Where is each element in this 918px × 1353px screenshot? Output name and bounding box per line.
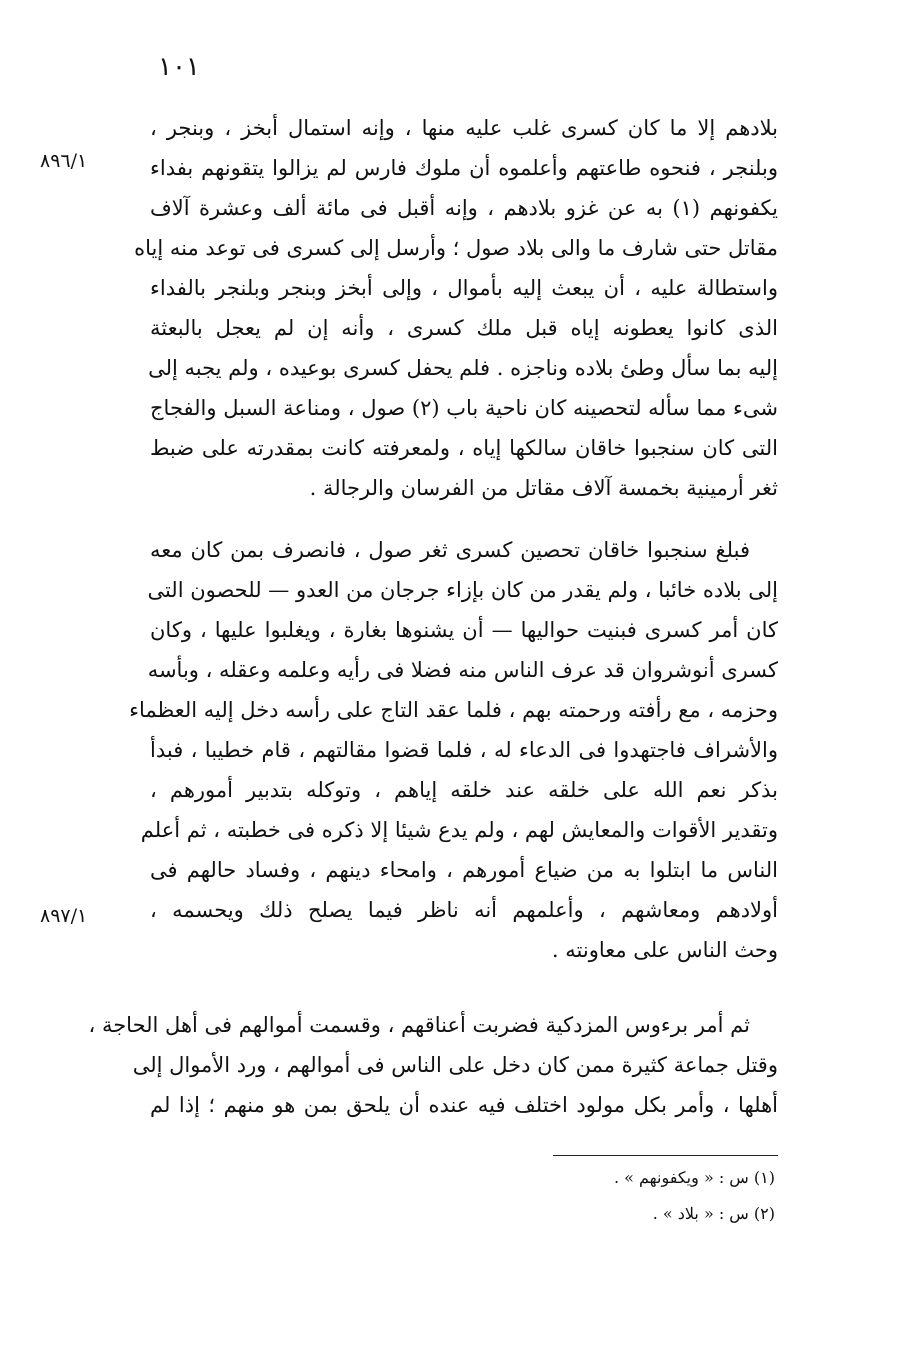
text-line: والأشراف فاجتهدوا فى الدعاء له ، فلما قضوا مقالتهم ، قام خطيبا ، فبدأ [150, 738, 778, 762]
footnote-divider [553, 1155, 778, 1156]
text-line: وحزمه ، مع رأفته ورحمته بهم ، فلما عقد التاج على رأسه دخل إليه العظماء [129, 698, 778, 722]
text-line: يكفونهم (١) به عن غزو بلادهم ، وإنه أقبل فى مائة ألف وعشرة آلاف [150, 196, 778, 220]
text-line: بلادهم إلا ما كان كسرى غلب عليه منها ، وإنه استمال أبخز ، وبنجر ، [150, 116, 778, 140]
text-line: فبلغ سنجبوا خاقان تحصين كسرى ثغر صول ، فانصرف بمن كان معه [150, 538, 750, 562]
text-line: ثغر أرمينية بخمسة آلاف مقاتل من الفرسان والرجالة . [309, 476, 778, 500]
text-line: أهلها ، وأمر بكل مولود اختلف فيه عنده أن يلحق بمن هو منهم ؛ إذا لم [150, 1093, 778, 1117]
margin-reference: ٨٩٦/١ [40, 150, 88, 172]
text-line: وحث الناس على معاونته . [551, 938, 778, 962]
text-line: ثم أمر برءوس المزدكية فضربت أعناقهم ، وقسمت أموالهم فى أهل الحاجة ، [88, 1013, 750, 1037]
paragraph-3 [88, 1005, 778, 1125]
footnote: (٢) س : « بلاد » . [652, 1204, 775, 1223]
text-line: التى كان سنجبوا خاقان سالكها إياه ، ولمعرفته كانت بمقدرته على ضبط [150, 436, 778, 460]
text-line: وتقدير الأقوات والمعايش لهم ، ولم يدع شيئا إلا ذكره فى خطبته ، ثم أعلم [140, 818, 778, 842]
text-line: شىء مما سأله لتحصينه كان ناحية باب (٢) صول ، ومناعة السبل والفجاج [150, 396, 778, 420]
text-line: أولادهم ومعاشهم ، وأعلمهم أنه ناظر فيما يصلح ذلك ويحسمه ، [150, 898, 778, 922]
text-line: وبلنجر ، فنحوه طاعتهم وأعلموه أن ملوك فارس لم يزالوا يتقونهم بفداء [150, 156, 778, 180]
text-line: إليه بما سأل وطئ بلاده وناجزه . فلم يحفل كسرى بوعيده ، ولم يجبه إلى [148, 356, 778, 380]
text-line: واستطالة عليه ، أن يبعث إليه بأموال ، وإلى أبخز وبنجر وبلنجر بالفداء [150, 276, 778, 300]
paragraph-2 [129, 530, 778, 970]
text-line: إلى بلاده خائبا ، ولم يقدر من كان بإزاء جرجان من العدو — للحصون التى [147, 578, 778, 602]
text-line: الناس ما ابتلوا به من ضياع أمورهم ، وامحاء دينهم ، وفساد حالهم فى [150, 858, 778, 882]
text-line: مقاتل حتى شارف ما والى بلاد صول ؛ وأرسل إلى كسرى فى توعد منه إياه [134, 236, 778, 260]
paragraph-1 [134, 108, 778, 508]
text-line: بذكر نعم الله على خلقه عند خلقه إياهم ، وتوكله بتدبير أمورهم ، [150, 778, 778, 802]
text-line: وقتل جماعة كثيرة ممن كان دخل على الناس فى أموالهم ، ورد الأموال إلى [132, 1053, 778, 1077]
margin-reference: ٨٩٧/١ [40, 905, 88, 927]
text-line: كان أمر كسرى فبنيت حواليها — أن يشنوها بغارة ، ويغلبوا عليها ، وكان [150, 618, 778, 642]
text-line: كسرى أنوشروان قد عرف الناس منه فضلا فى رأيه وعلمه وعقله ، وبأسه [147, 658, 778, 682]
page-number: ١٠١ [158, 52, 200, 82]
footnote: (١) س : « ويكفونهم » . [613, 1168, 775, 1187]
text-line: الذى كانوا يعطونه إياه قبل ملك كسرى ، وأنه إن لم يعجل بالبعثة [150, 316, 778, 340]
